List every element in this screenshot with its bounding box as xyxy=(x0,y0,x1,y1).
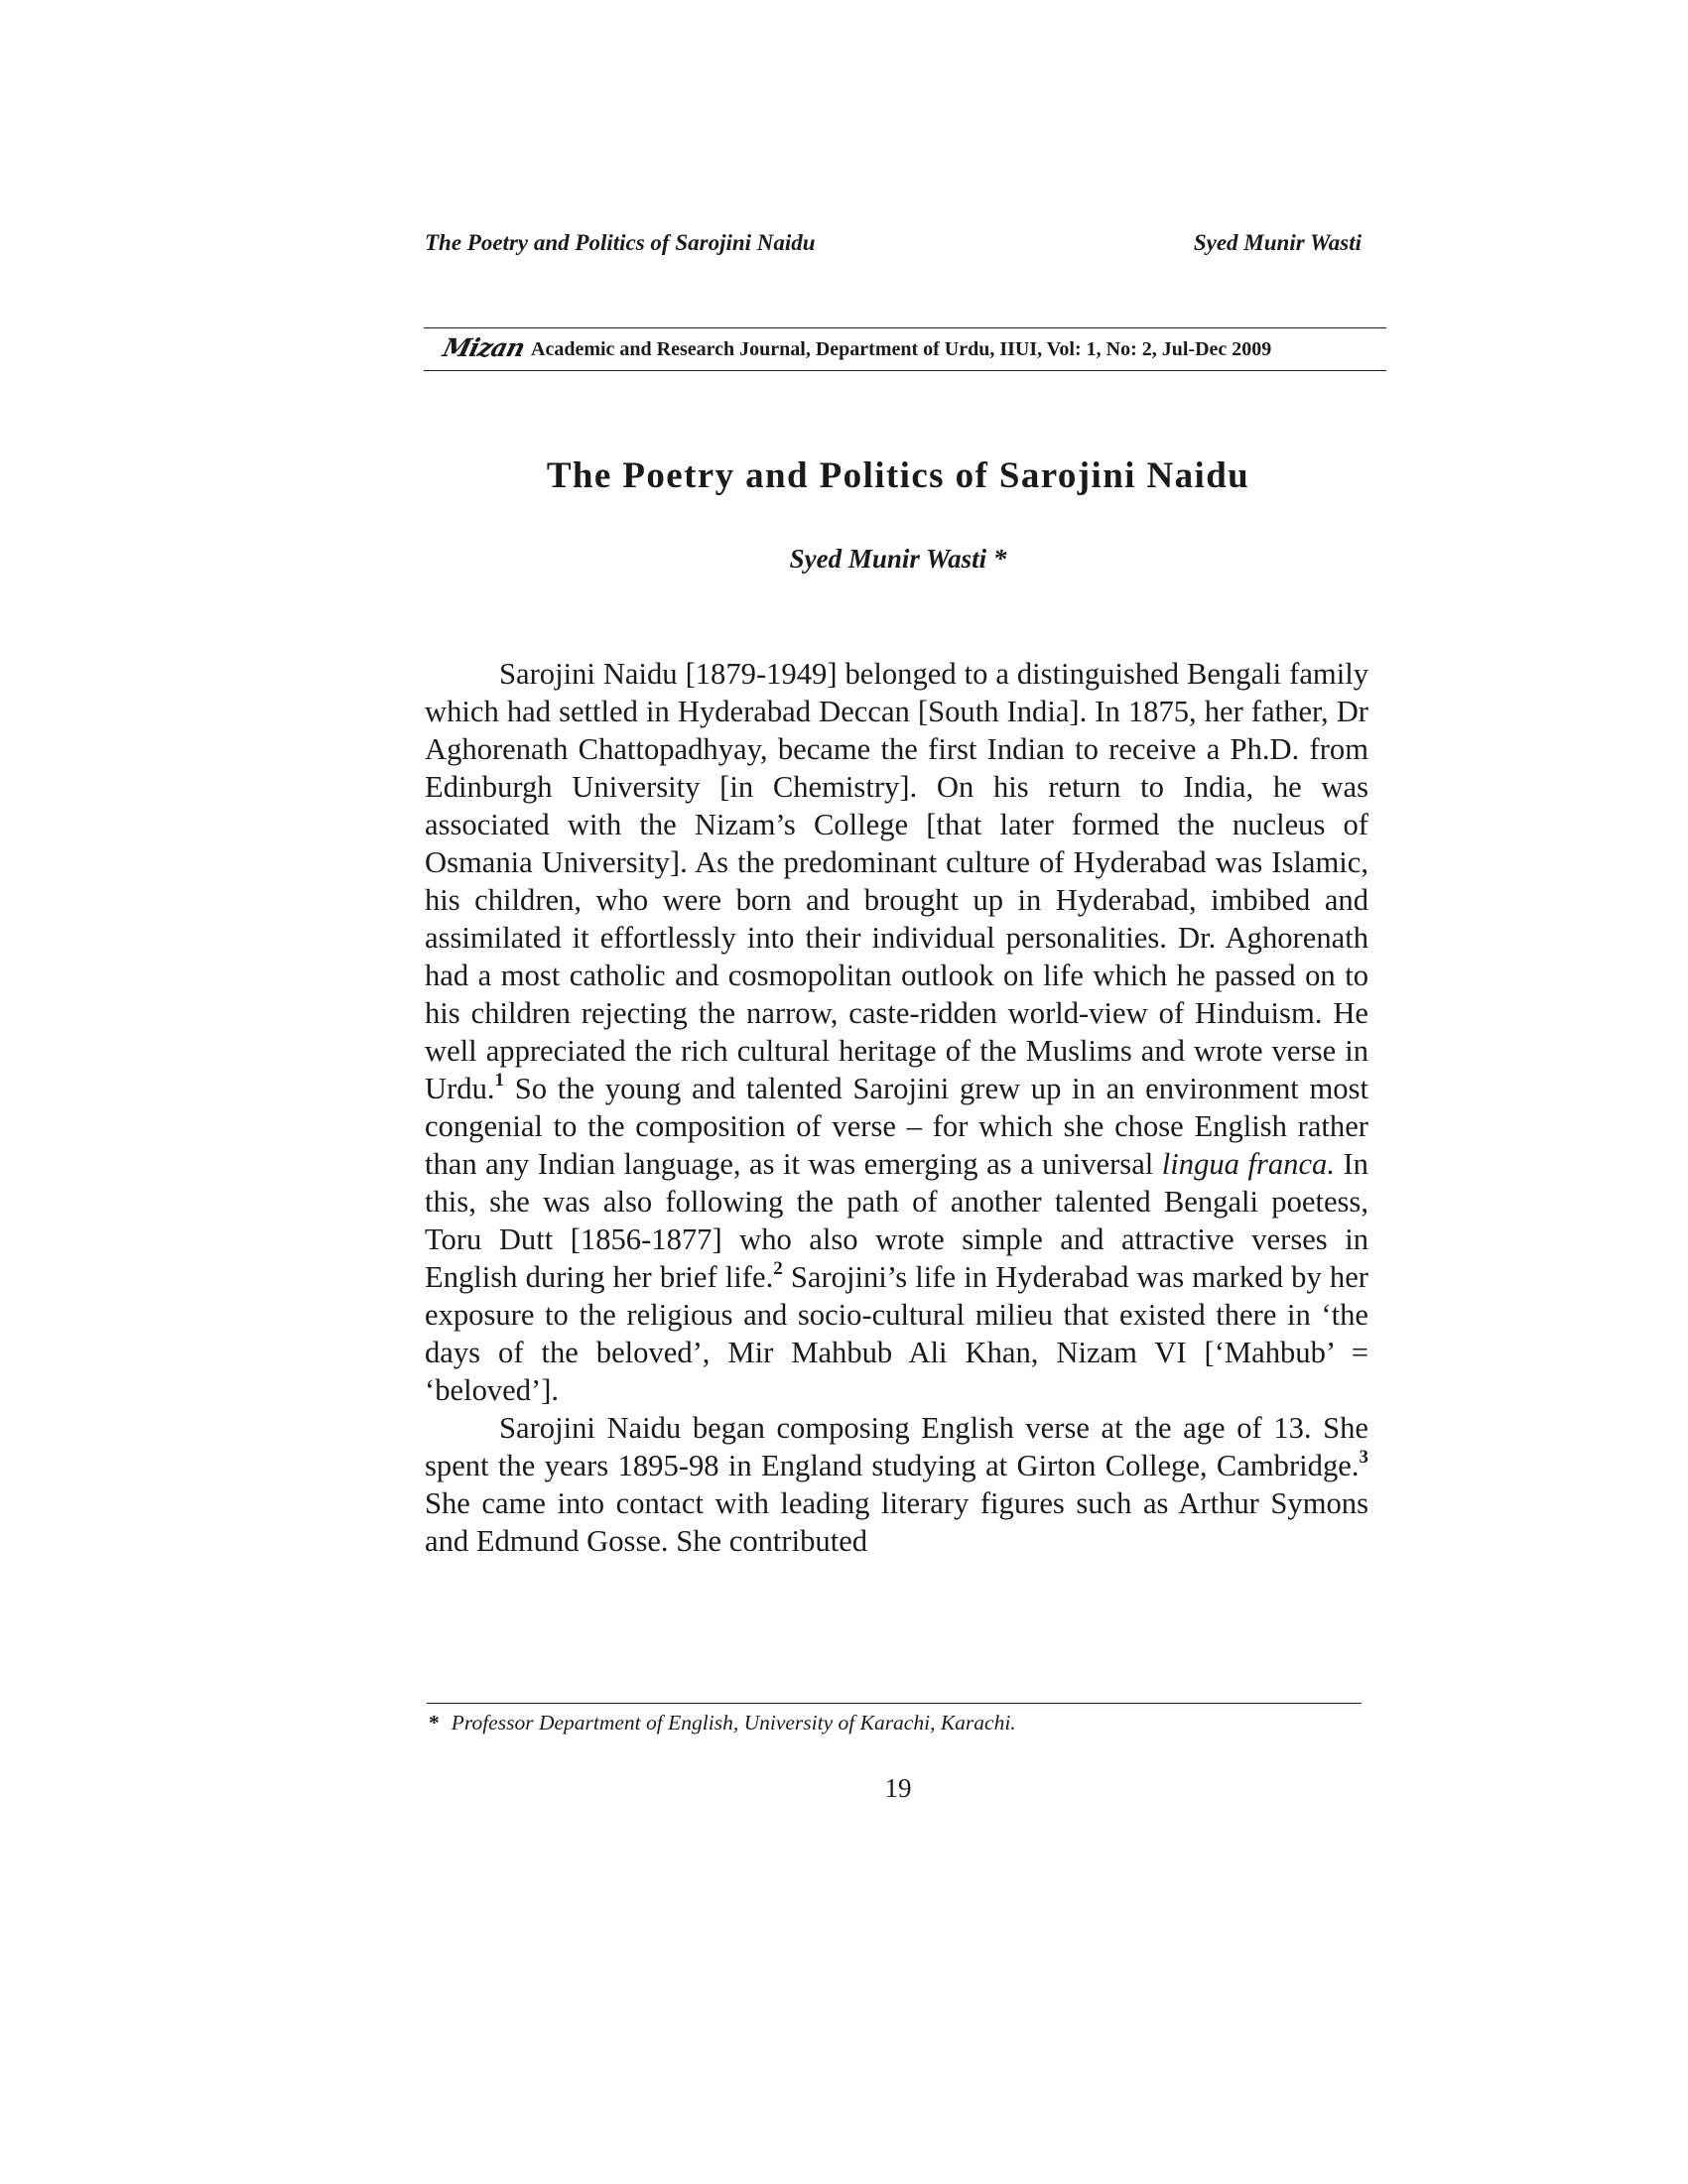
article-author: Syed Munir Wasti * xyxy=(789,544,1007,574)
footnote-ref-3: 3 xyxy=(1359,1447,1368,1468)
footnote-mark: * xyxy=(429,1711,440,1734)
running-head-author: Syed Munir Wasti xyxy=(1193,230,1362,255)
p1-italic-term: lingua franca. xyxy=(1161,1147,1335,1181)
running-head-title: The Poetry and Politics of Sarojini Naidu xyxy=(425,230,816,255)
p2-text-2: She came into contact with leading literary figures such as Arthur Symons and Edmund Gosse. She contributed xyxy=(425,1486,1368,1558)
article-title: The Poetry and Politics of Sarojini Naidu xyxy=(546,455,1250,496)
footnote-text: Professor Department of English, University of Karachi, Karachi. xyxy=(451,1711,1016,1734)
journal-logo: Mizan xyxy=(440,333,528,362)
journal-citation: Academic and Research Journal, Department of Urdu, IIUI, Vol: 1, No: 2, Jul-Dec 2009 xyxy=(531,338,1272,360)
journal-banner xyxy=(424,327,1386,371)
p1-text-1: Sarojini Naidu [1879-1949] belonged to a distinguished Bengali family which had settled in Hyderabad Deccan [South India]. In 1875, her father, Dr Aghorenath Chattopadhyay, became the first Indian to receive a Ph.D. from Edinburgh University [in Chemistry]. On his return to India, he was associated with the Nizam’s College [that later formed the nucleus of Osmania University]. As the predominant culture of Hyderabad was Islamic, his children, who were born and brought up in Hyderabad, imbibed and assimilated it effortlessly into their individual personalities. Dr. Aghorenath had a most catholic and cosmopolitan outlook on life which he passed on to his children rejecting the narrow, caste-ridden world-view of Hinduism. He well appreciated the rich cultural heritage of the Muslims and wrote verse in Urdu. xyxy=(425,657,1368,1105)
paragraph-1 xyxy=(425,655,1368,1409)
article-body xyxy=(425,655,1368,1560)
paragraph-2 xyxy=(425,1409,1368,1560)
footnote-ref-1: 1 xyxy=(494,1070,505,1091)
p1-text-4: Sarojini’s life in Hyderabad was marked by her exposure to the religious and socio-cultural milieu that existed there in ‘the days of the beloved’, Mir Mahbub Ali Khan, Nizam VI [‘Mahbub’ = ‘beloved’]. xyxy=(425,1260,1368,1407)
footnote-ref-2: 2 xyxy=(773,1258,783,1279)
p1-text-2: So the young and talented Sarojini grew up in an environment most congenial to the composition of verse – for which she chose English rather than any Indian language, as it was emerging as a universal xyxy=(425,1072,1368,1181)
footnote xyxy=(429,1711,1016,1735)
p1-text-3: In this, she was also following the path of another talented Bengali poetess, Toru Dutt [1856-1877] who also wrote simple and attractive verses in English during her brief life. xyxy=(425,1147,1368,1294)
footnote-divider xyxy=(427,1703,1362,1704)
p2-text-1: Sarojini Naidu began composing English verse at the age of 13. She spent the years 1895-98 in England studying at Girton College, Cambridge. xyxy=(425,1411,1368,1482)
page-number: 19 xyxy=(884,1773,912,1803)
